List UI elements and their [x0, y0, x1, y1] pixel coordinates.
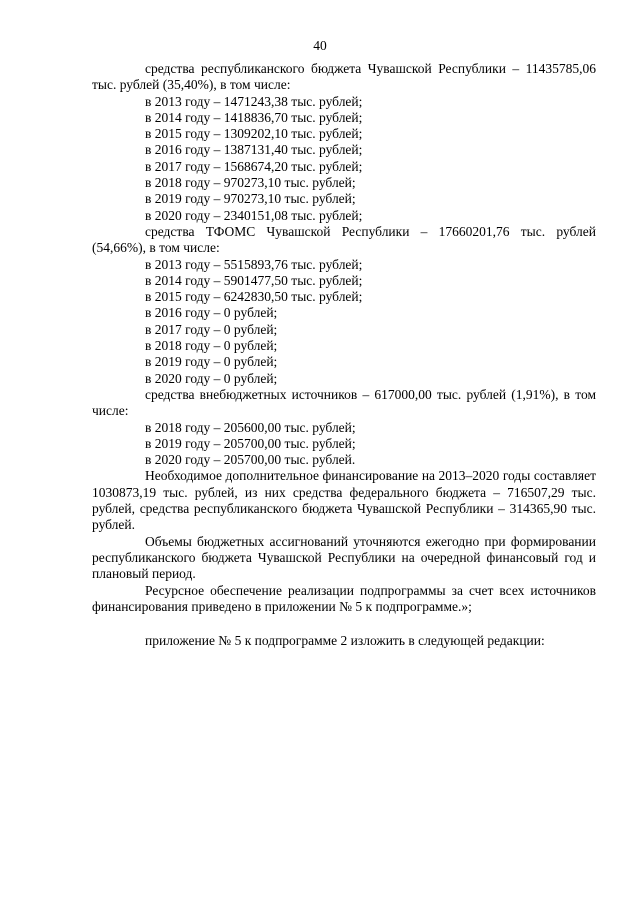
list-item: в 2018 году – 970273,10 тыс. рублей;	[145, 175, 356, 191]
list-item: в 2017 году – 0 рублей;	[145, 321, 278, 337]
list-item: в 2019 году – 0 рублей;	[145, 354, 278, 370]
list-item: в 2013 году – 5515893,76 тыс. рублей;	[145, 256, 363, 272]
list-item: в 2019 году – 205700,00 тыс. рублей;	[145, 435, 356, 451]
list-item: в 2020 году – 0 рублей;	[145, 370, 278, 386]
list-item: в 2017 году – 1568674,20 тыс. рублей;	[145, 158, 363, 174]
list-item: в 2016 году – 0 рублей;	[145, 305, 278, 321]
republican-budget-intro: средства республиканского бюджета Чувашской Республики – 11435785,06 тыс. рублей (35,40%), в том числе:	[92, 61, 596, 93]
republican-budget-year-list	[92, 94, 596, 224]
paragraph-spacer	[92, 615, 596, 633]
additional-financing-paragraph: Необходимое дополнительное финансирование на 2013–2020 годы составляет 1030873,19 тыс. рублей, из них средства федерального бюджета – 716507,29 тыс. рублей, средства республиканского бюджета Чувашской Республики – 314365,90 тыс. рублей.	[92, 468, 596, 533]
list-item: в 2015 году – 6242830,50 тыс. рублей;	[145, 289, 363, 305]
extrabudgetary-intro: средства внебюджетных источников – 617000,00 тыс. рублей (1,91%), в том числе:	[92, 386, 596, 419]
list-item: в 2020 году – 205700,00 тыс. рублей.	[145, 452, 356, 468]
extrabudgetary-year-list	[92, 420, 596, 469]
document-body	[92, 61, 596, 649]
list-item: в 2014 году – 1418836,70 тыс. рублей;	[145, 109, 363, 125]
list-item: в 2013 году – 1471243,38 тыс. рублей;	[145, 93, 363, 109]
list-item: в 2018 году – 0 рублей;	[145, 338, 278, 354]
resource-support-paragraph: Ресурсное обеспечение реализации подпрограммы за счет всех источников финансирования приведено в приложении № 5 к подпрограмме.»;	[92, 582, 596, 614]
page-number: 40	[313, 38, 327, 53]
list-item: в 2020 году – 2340151,08 тыс. рублей;	[145, 207, 363, 223]
list-item: в 2018 году – 205600,00 тыс. рублей;	[145, 419, 356, 435]
tfoms-year-list	[92, 257, 596, 387]
appendix-instruction: приложение № 5 к подпрограмме 2 изложить в следующей редакции:	[145, 633, 545, 649]
list-item: в 2016 году – 1387131,40 тыс. рублей;	[145, 142, 363, 158]
list-item: в 2014 году – 5901477,50 тыс. рублей;	[145, 272, 363, 288]
list-item: в 2019 году – 970273,10 тыс. рублей;	[145, 191, 356, 207]
list-item: в 2015 году – 1309202,10 тыс. рублей;	[145, 126, 363, 142]
budget-allocations-paragraph: Объемы бюджетных ассигнований уточняются ежегодно при формировании республиканского бюджета Чувашской Республики на очередной финансовый год и плановый период.	[92, 533, 596, 582]
tfoms-intro: средства ТФОМС Чувашской Республики – 17660201,76 тыс. рублей (54,66%), в том числе:	[92, 223, 596, 256]
